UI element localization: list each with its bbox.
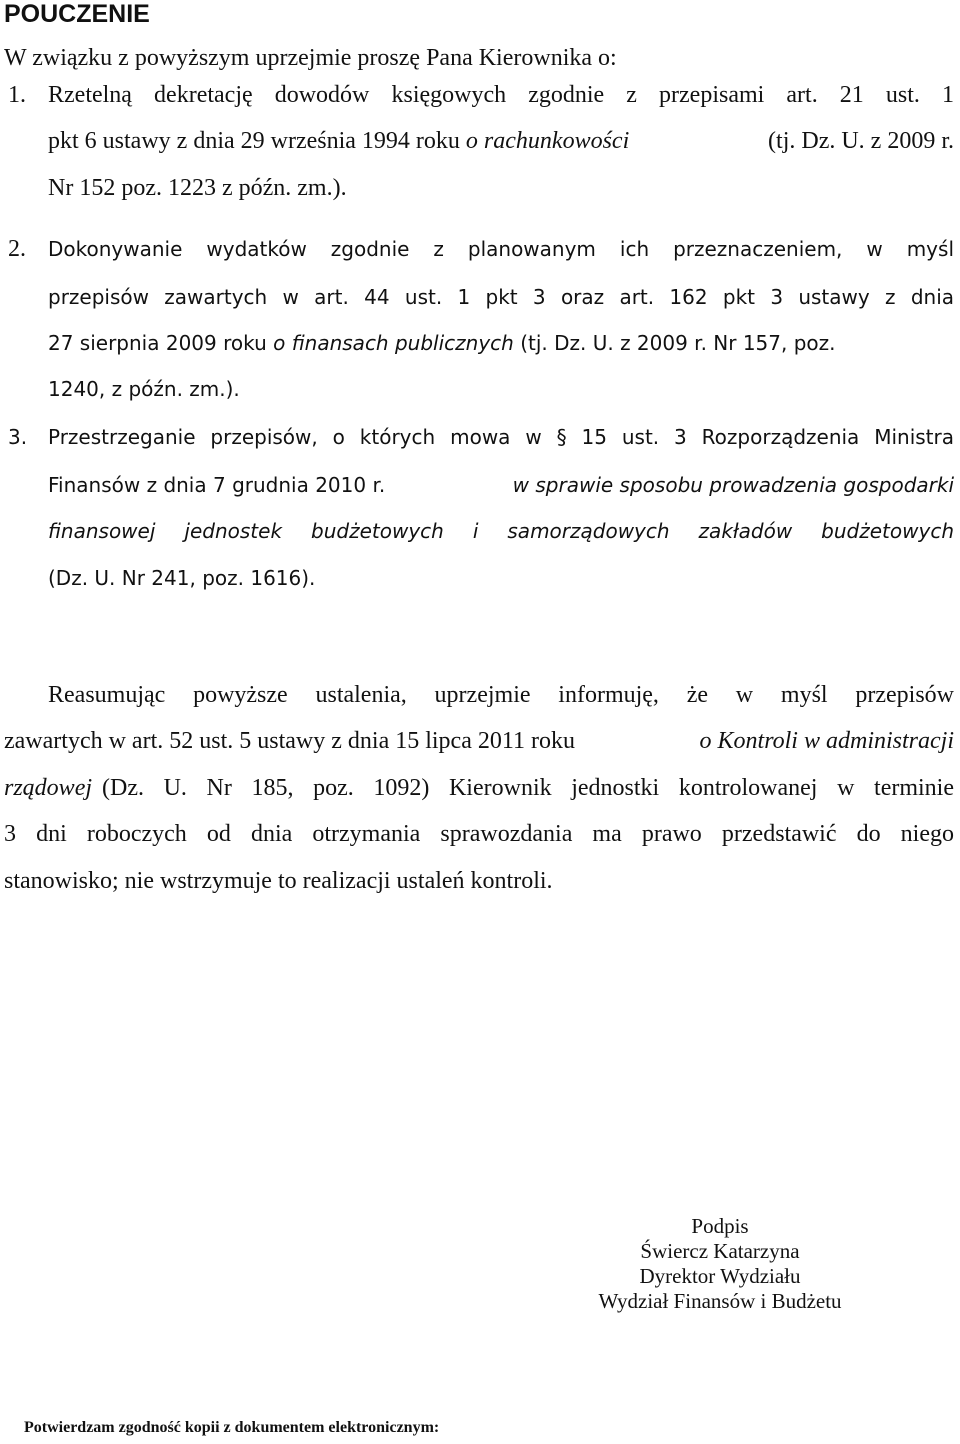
item-number: 2. bbox=[8, 236, 26, 262]
item-1-line-2a: pkt 6 ustawy z dnia 29 września 1994 roku o rachunkowości bbox=[48, 128, 630, 154]
item-3-line-4: (Dz. U. Nr 241, poz. 1616). bbox=[48, 566, 316, 590]
item-1-line-2 bbox=[48, 126, 954, 156]
item-number: 3. bbox=[8, 425, 28, 449]
document-title: POUCZENIE bbox=[4, 0, 150, 28]
signature-label: Podpis bbox=[691, 1214, 749, 1238]
act-title: o finansach publicznych bbox=[273, 331, 514, 355]
item-1-line-3: Nr 152 poz. 1223 z późn. zm.). bbox=[48, 175, 347, 201]
act-title: rządowej bbox=[4, 775, 93, 801]
signatory-department: Wydział Finansów i Budżetu bbox=[598, 1289, 842, 1313]
item-3-line-1: Przestrzeganie przepisów, o których mowa w § 15 ust. 3 Rozporządzenia Ministra bbox=[48, 425, 954, 449]
regulation-title: w sprawie sposobu prowadzenia gospodarki bbox=[512, 473, 954, 497]
certification-footer: Potwierdzam zgodność kopii z dokumentem elektronicznym: bbox=[24, 1419, 440, 1436]
intro-text: W związku z powyższym uprzejmie proszę Pana Kierownika o: bbox=[4, 45, 617, 71]
item-number: 1. bbox=[8, 82, 26, 108]
item-1-line-2b: (tj. Dz. U. z 2009 r. bbox=[768, 128, 954, 154]
summary-line-3: rządowej (Dz. U. Nr 185, poz. 1092) Kierownik jednostki kontrolowanej w terminie bbox=[4, 775, 954, 801]
act-title: o rachunkowości bbox=[465, 128, 630, 154]
signatory-name: Świercz Katarzyna bbox=[640, 1239, 800, 1263]
summary-line-2: zawartych w art. 52 ust. 5 ustawy z dnia 15 lipca 2011 roku o Kontroli w administracji bbox=[4, 728, 954, 754]
item-2-line-3: 27 sierpnia 2009 roku o finansach publicznych (tj. Dz. U. z 2009 r. Nr 157, poz. bbox=[48, 331, 836, 355]
item-2-line-4: 1240, z późn. zm.). bbox=[48, 377, 240, 401]
item-1-line-1: Rzetelną dekretację dowodów księgowych zgodnie z przepisami art. 21 ust. 1 bbox=[48, 82, 954, 108]
signatory-position: Dyrektor Wydziału bbox=[639, 1264, 801, 1288]
act-title: o Kontroli w administracji bbox=[699, 728, 954, 754]
item-2-line-2: przepisów zawartych w art. 44 ust. 1 pkt 3 oraz art. 162 pkt 3 ustawy z dnia bbox=[48, 285, 954, 309]
summary-line-1: Reasumując powyższe ustalenia, uprzejmie informuję, że w myśl przepisów bbox=[48, 682, 954, 708]
summary-line-4: 3 dni roboczych od dnia otrzymania sprawozdania ma prawo przedstawić do niego bbox=[4, 821, 954, 847]
summary-line-5: stanowisko; nie wstrzymuje to realizacji ustaleń kontroli. bbox=[4, 868, 553, 894]
item-3-line-3: finansowej jednostek budżetowych i samorządowych zakładów budżetowych bbox=[48, 519, 954, 543]
item-3-line-2: Finansów z dnia 7 grudnia 2010 r. w sprawie sposobu prowadzenia gospodarki bbox=[48, 470, 954, 500]
item-2-line-1: Dokonywanie wydatków zgodnie z planowanym ich przeznaczeniem, w myśl bbox=[48, 237, 954, 261]
